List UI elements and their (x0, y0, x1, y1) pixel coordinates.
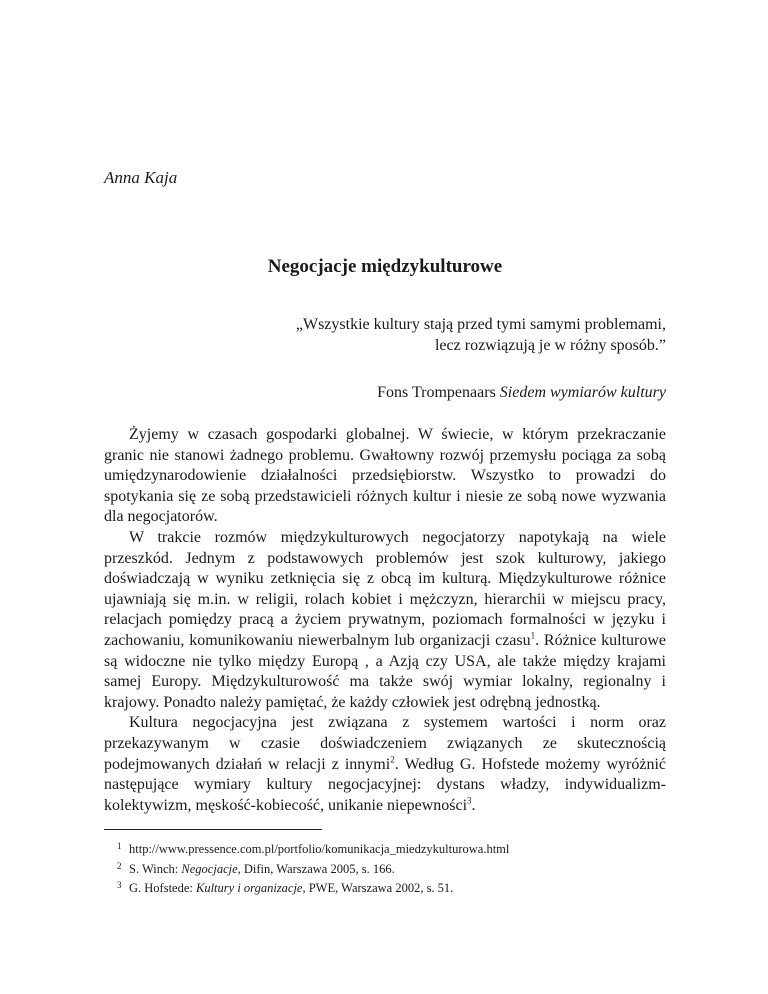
paragraph-2-text-b: . Różnice kulturowe są widoczne nie tylko między Europą , a Azją czy USA, ale także między krajami samej Europy. Międzykulturowość ma także swój wymiar lokalny, regionalny i krajowy. Ponadto należy pamiętać, że każdy człowiek jest odrębną jednostką. (104, 631, 666, 711)
epigraph-quote-line-1: „Wszystkie kultury stają przed tymi samymi problemami, (295, 316, 666, 333)
footnote-separator (104, 829, 322, 830)
footnote-link: http://www.pressence.com.pl/portfolio/komunikacja_miedzykulturowa.html (129, 842, 510, 856)
epigraph-attribution (104, 382, 666, 403)
footnote-1 (117, 838, 509, 858)
epigraph-attribution-author: Fons Trompenaars (377, 384, 496, 401)
article-title: Negocjacje międzykulturowe (267, 256, 503, 277)
footnote-number: 2 (117, 860, 122, 871)
body-text (104, 425, 666, 816)
footnote-text: , PWE, Warszawa 2002, s. 51. (302, 881, 454, 895)
footnote-work-title: Kultury i organizacje (196, 881, 303, 895)
footnote-number: 3 (117, 880, 122, 890)
footnotes (117, 838, 509, 897)
footnote-ref-3: 3 (467, 795, 472, 806)
paragraph-2-text-a: W trakcie rozmów międzykulturowych negocjatorzy napotykają na wiele przeszkód. Jednym z podstawowych problemów jest szok kulturowy, jakiego doświadczają w wyniku zetknięcia się z obcą im kulturą. Międzykulturowe różnice ujawniają się m.in. w religii, rolach kobiet i mężczyzn, hierarchii w miejscu pracy, relacjach pomiędzy pracą a życiem prywatnym, poziomach formalności w języku i zachowaniu, komunikowaniu niewerbalnym lub organizacji czasu (104, 528, 666, 649)
paragraph-3 (104, 713, 666, 816)
footnote-ref-1: 1 (530, 630, 536, 641)
footnote-text: G. Hofstede: (129, 881, 196, 895)
footnote-3 (117, 877, 509, 897)
epigraph-quote-line-2: lecz rozwiązują je w różny sposób.” (434, 337, 666, 354)
author-name: Anna Kaja (104, 168, 178, 187)
footnote-text: , Difin, Warszawa 2005, s. 166. (237, 861, 395, 876)
paragraph-1: Żyjemy w czasach gospodarki globalnej. W świecie, w którym przekraczanie granic nie stanowi żadnego problemu. Gwałtowny rozwój przemysłu pociąga za sobą umiędzynarodowienie działalności przedsiębiorstw. Wszystko to prowadzi do spotykania się ze sobą przedstawicieli różnych kultur i niesie ze sobą nowe wyzwania dla negocjatorów. (104, 426, 666, 526)
footnote-ref-2: 2 (390, 754, 395, 765)
footnote-number: 1 (117, 841, 122, 851)
paragraph-2 (104, 528, 666, 713)
epigraph-attribution-work: Siedem wymiarów kultury (499, 384, 666, 401)
footnote-work-title: Negocjacje (181, 861, 238, 876)
footnote-2 (117, 858, 509, 878)
paragraph-3-text-c: . (471, 796, 476, 814)
footnote-text: S. Winch: (129, 861, 182, 876)
paragraph-3-text-a: Kultura negocjacyjna jest związana z systemem wartości i norm oraz przekazywanym w czasie doświadczeniem związanych ze skutecznością podejmowanych działań w relacji z innymi (104, 714, 666, 773)
epigraph (104, 314, 666, 403)
paragraph-3-text-b: . Według G. Hofstede możemy wyróżnić następujące wymiary kultury negocjacyjnej: dystans władzy, indywidualizm-kolektywizm, męskość-kobiecość, unikanie niepewności (104, 755, 667, 814)
